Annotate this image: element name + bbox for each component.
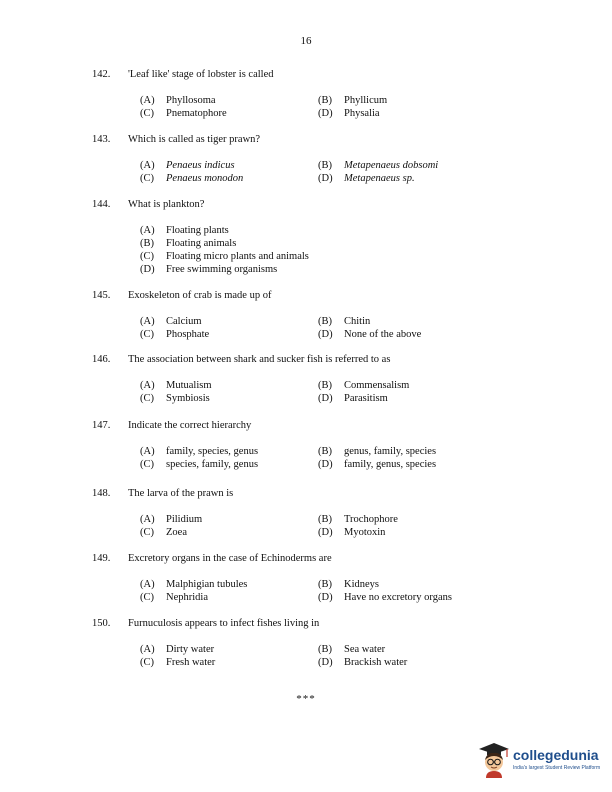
option-text: Symbiosis <box>166 393 210 404</box>
end-of-page-mark: *** <box>296 693 316 705</box>
option-text: family, species, genus <box>166 446 259 457</box>
answer-options <box>92 224 532 276</box>
answer-option-c <box>140 458 258 471</box>
option-row <box>92 159 532 172</box>
answer-options <box>92 578 532 604</box>
option-letter: (A) <box>140 579 155 590</box>
question-stem <box>92 552 532 565</box>
question-text: 'Leaf like' stage of lobster is called <box>128 69 274 80</box>
option-text: Metapenaeus dobsomi <box>344 160 439 171</box>
option-text: Kidneys <box>344 579 379 590</box>
option-letter: (A) <box>140 644 155 655</box>
option-text: Phyllicum <box>344 95 388 106</box>
option-letter: (D) <box>318 329 333 340</box>
answer-option-d <box>318 392 388 405</box>
option-row <box>92 107 532 120</box>
question-stem <box>92 198 532 211</box>
option-row <box>92 250 532 263</box>
answer-option-b <box>318 513 398 526</box>
option-letter: (C) <box>140 251 154 262</box>
question-number: 148. <box>92 488 111 499</box>
answer-option-a <box>140 643 214 656</box>
option-letter: (B) <box>318 160 332 171</box>
answer-option-a <box>140 379 212 392</box>
question-145 <box>92 289 532 341</box>
option-row <box>92 591 532 604</box>
answer-option-c <box>140 172 243 185</box>
option-letter: (A) <box>140 225 155 236</box>
answer-options <box>92 159 532 185</box>
question-text: Which is called as tiger prawn? <box>128 134 261 145</box>
option-text: Nephridia <box>166 592 208 603</box>
option-letter: (C) <box>140 592 154 603</box>
option-text: Fresh water <box>166 657 216 668</box>
option-text: Floating animals <box>166 238 237 249</box>
option-letter: (B) <box>318 316 332 327</box>
option-letter: (C) <box>140 527 154 538</box>
question-150 <box>92 617 532 669</box>
option-text: species, family, genus <box>166 459 259 470</box>
answer-option-c <box>140 250 309 263</box>
option-letter: (B) <box>318 446 332 457</box>
answer-option-d <box>318 526 385 539</box>
option-letter: (D) <box>318 657 333 668</box>
answer-option-a <box>140 159 235 172</box>
answer-options <box>92 315 532 341</box>
logo-tagline: India's largest Student Review Platform <box>513 765 601 771</box>
question-142 <box>92 68 532 120</box>
answer-option-b <box>318 159 438 172</box>
option-text: Penaeus indicus <box>166 160 235 171</box>
question-stem <box>92 487 532 500</box>
question-text: Excretory organs in the case of Echinoderms are <box>128 553 332 564</box>
option-text: Mutualism <box>166 380 212 391</box>
answer-options <box>92 94 532 120</box>
option-text: Metapenaeus sp. <box>344 173 415 184</box>
answer-option-b <box>318 578 379 591</box>
option-letter: (B) <box>318 644 332 655</box>
option-letter: (D) <box>318 459 333 470</box>
option-row <box>92 513 532 526</box>
answer-option-c <box>140 328 209 341</box>
option-letter: (A) <box>140 160 155 171</box>
option-text: Parasitism <box>344 393 388 404</box>
answer-option-a <box>140 578 247 591</box>
answer-option-d <box>318 107 380 120</box>
option-text: Physalia <box>344 108 380 119</box>
option-text: Floating plants <box>166 225 229 236</box>
option-row <box>92 328 532 341</box>
option-letter: (D) <box>318 527 333 538</box>
option-letter: (C) <box>140 173 154 184</box>
question-stem <box>92 353 532 366</box>
option-letter: (C) <box>140 108 154 119</box>
option-letter: (A) <box>140 95 155 106</box>
question-text: Furnuculosis appears to infect fishes living in <box>128 618 320 629</box>
answer-option-d <box>318 172 415 185</box>
option-text: Calcium <box>166 316 202 327</box>
question-144 <box>92 198 532 276</box>
question-number: 142. <box>92 69 111 80</box>
option-text: None of the above <box>344 329 422 340</box>
question-number: 143. <box>92 134 111 145</box>
answer-option-d <box>318 656 407 669</box>
answer-option-d <box>318 458 436 471</box>
option-letter: (C) <box>140 393 154 404</box>
option-text: Pnematophore <box>166 108 227 119</box>
option-text: Have no excretory organs <box>344 592 452 603</box>
question-148 <box>92 487 532 539</box>
question-147 <box>92 419 532 471</box>
option-text: Chitin <box>344 316 371 327</box>
option-letter: (C) <box>140 459 154 470</box>
question-stem <box>92 617 532 630</box>
option-row <box>92 445 532 458</box>
option-text: Phyllosoma <box>166 95 216 106</box>
option-text: Zoea <box>166 527 187 538</box>
question-149 <box>92 552 532 604</box>
answer-option-c <box>140 107 227 120</box>
question-text: What is plankton? <box>128 199 205 210</box>
option-letter: (A) <box>140 380 155 391</box>
question-number: 147. <box>92 420 111 431</box>
answer-options <box>92 445 532 471</box>
option-letter: (C) <box>140 657 154 668</box>
graduate-mascot-icon <box>478 742 510 778</box>
option-row <box>92 315 532 328</box>
answer-option-b <box>140 237 236 250</box>
answer-option-a <box>140 445 258 458</box>
option-letter: (D) <box>318 592 333 603</box>
option-text: Penaeus monodon <box>166 173 244 184</box>
option-text: Sea water <box>344 644 386 655</box>
question-143 <box>92 133 532 185</box>
answer-option-b <box>318 315 370 328</box>
answer-option-c <box>140 656 215 669</box>
answer-option-a <box>140 224 229 237</box>
option-text: Floating micro plants and animals <box>166 251 309 262</box>
answer-options <box>92 513 532 539</box>
answer-option-b <box>318 379 409 392</box>
option-row <box>92 526 532 539</box>
option-text: Myotoxin <box>344 527 386 538</box>
question-text: The larva of the prawn is <box>128 488 234 499</box>
question-text: The association between shark and sucker fish is referred to as <box>128 354 391 365</box>
question-number: 150. <box>92 618 111 629</box>
question-number: 144. <box>92 199 111 210</box>
option-text: Trochophore <box>344 514 398 525</box>
option-text: Free swimming organisms <box>166 264 278 275</box>
option-letter: (B) <box>140 238 154 249</box>
answer-option-a <box>140 513 202 526</box>
option-letter: (A) <box>140 514 155 525</box>
option-row <box>92 458 532 471</box>
option-row <box>92 379 532 392</box>
answer-option-a <box>140 94 216 107</box>
answer-option-c <box>140 392 210 405</box>
answer-option-d <box>318 591 452 604</box>
answer-options <box>92 379 532 405</box>
question-text: Exoskeleton of crab is made up of <box>128 290 272 301</box>
question-stem <box>92 289 532 302</box>
question-number: 145. <box>92 290 111 301</box>
option-text: Commensalism <box>344 380 410 391</box>
option-letter: (A) <box>140 316 155 327</box>
page-number: 16 <box>300 35 312 47</box>
option-row <box>92 172 532 185</box>
option-text: Pilidium <box>166 514 203 525</box>
option-row <box>92 578 532 591</box>
option-letter: (B) <box>318 380 332 391</box>
answer-option-b <box>318 643 385 656</box>
question-stem <box>92 419 532 432</box>
option-text: family, genus, species <box>344 459 437 470</box>
question-number: 146. <box>92 354 111 365</box>
option-row <box>92 224 532 237</box>
option-letter: (D) <box>140 264 155 275</box>
option-letter: (B) <box>318 95 332 106</box>
option-text: Phosphate <box>166 329 210 340</box>
option-row <box>92 392 532 405</box>
question-stem <box>92 68 532 81</box>
option-text: Dirty water <box>166 644 215 655</box>
answer-options <box>92 643 532 669</box>
question-stem <box>92 133 532 146</box>
answer-option-a <box>140 315 202 328</box>
option-row <box>92 263 532 276</box>
answer-option-c <box>140 591 208 604</box>
answer-option-d <box>318 328 421 341</box>
option-letter: (B) <box>318 579 332 590</box>
option-row <box>92 94 532 107</box>
option-row <box>92 643 532 656</box>
option-text: Malphigian tubules <box>166 579 248 590</box>
question-number: 149. <box>92 553 111 564</box>
answer-option-c <box>140 526 187 539</box>
answer-option-b <box>318 445 436 458</box>
answer-option-b <box>318 94 387 107</box>
option-letter: (D) <box>318 173 333 184</box>
logo-name: collegedunia <box>513 747 599 763</box>
question-146 <box>92 353 532 405</box>
answer-option-d <box>140 263 277 276</box>
option-letter: (A) <box>140 446 155 457</box>
option-text: Brackish water <box>344 657 408 668</box>
collegedunia-logo <box>478 742 606 782</box>
option-row <box>92 656 532 669</box>
option-row <box>92 237 532 250</box>
question-text: Indicate the correct hierarchy <box>128 420 252 431</box>
option-letter: (D) <box>318 108 333 119</box>
option-text: genus, family, species <box>344 446 437 457</box>
option-letter: (B) <box>318 514 332 525</box>
option-letter: (C) <box>140 329 154 340</box>
option-letter: (D) <box>318 393 333 404</box>
